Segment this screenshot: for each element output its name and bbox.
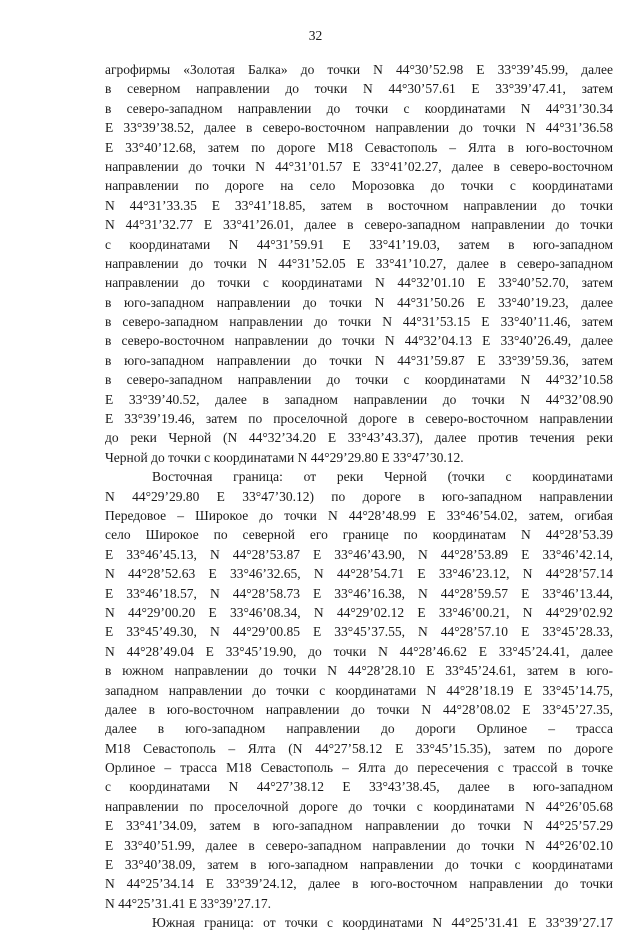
text-line: до реки Черной (N 44°32’34.20 E 33°43’43.37), далее против течения реки [105,430,613,446]
text-line: направлении до точки N 44°31’52.05 E 33°41’10.27, далее в северо-западном [105,255,613,271]
text-line: Передовое – Широкое до точки N 44°28’48.99 E 33°46’54.02, затем, огибая [105,507,613,523]
text-line: E 33°45’49.30, N 44°29’00.85 E 33°45’37.55, N 44°28’57.10 E 33°45’28.33, [105,624,613,640]
text-line: направлении по проселочной дороге до точки с координатами N 44°26’05.68 [105,798,613,814]
text-line: N 44°25’34.14 E 33°39’24.12, далее в юго-восточном направлении до точки [105,876,613,892]
text-line: в юго-западном направлении до точки N 44°31’59.87 E 33°39’59.36, затем [105,352,613,368]
text-line: N 44°28’49.04 E 33°45’19.90, до точки N 44°28’46.62 E 33°45’24.41, далее [105,643,613,659]
text-line: E 33°40’51.99, далее в северо-западном направлении до точки N 44°26’02.10 [105,837,613,853]
text-line: далее в юго-восточном направлении до точки N 44°28’08.02 E 33°45’27.35, [105,701,613,717]
text-line: в юго-западном направлении до точки N 44°31’50.26 E 33°40’19.23, далее [105,294,613,310]
document-body [105,60,613,933]
text-line: E 33°39’40.52, далее в западном направлении до точки N 44°32’08.90 [105,391,613,407]
text-line: E 33°41’34.09, затем в юго-западном направлении до точки N 44°25’57.29 [105,818,613,834]
text-line: с координатами N 44°27’38.12 E 33°43’38.45, далее в юго-западном [105,779,613,795]
text-line: в северо-западном направлении до точки с координатами N 44°31’30.34 [105,100,613,116]
text-line: в северном направлении до точки N 44°30’57.61 E 33°39’47.41, затем [105,81,613,97]
text-line: E 33°40’38.09, затем в юго-западном направлении до точки с координатами [105,857,613,873]
paragraph-p1 [105,60,613,467]
text-line: М18 Севастополь – Ялта (N 44°27’58.12 E 33°45’15.35), затем по дороге [105,740,613,756]
text-line: агрофирмы «Золотая Балка» до точки N 44°30’52.98 E 33°39’45.99, далее [105,62,613,77]
text-line: в северо-западном направлении до точки с координатами N 44°32’10.58 [105,372,613,388]
text-line: E 33°46’18.57, N 44°28’58.73 E 33°46’16.38, N 44°28’59.57 E 33°46’13.44, [105,585,613,601]
paragraph-p3 [105,913,613,932]
text-line: N 44°31’32.77 E 33°41’26.01, далее в северо-западном направлении до точки [105,217,613,233]
text-line: N 44°28’52.63 E 33°46’32.65, N 44°28’54.71 E 33°46’23.12, N 44°28’57.14 [105,566,613,582]
text-line: далее в юго-западном направлении до дороги Орлиное – трасса [105,721,613,737]
text-line: направлении по дороге на село Морозовка до точки с координатами [105,178,613,194]
text-line: N 44°29’29.80 E 33°47’30.12) по дороге в юго-западном направлении [105,488,613,504]
text-line: в южном направлении до точки N 44°28’28.10 E 33°45’24.61, затем в юго- [105,663,613,679]
text-line: в северо-западном направлении до точки N 44°31’53.15 E 33°40’11.46, затем [105,314,613,330]
text-line: Южная граница: от точки с координатами N 44°25’31.41 E 33°39’27.17 [152,915,613,931]
page-number: 32 [308,28,323,43]
text-line: N 44°31’33.35 E 33°41’18.85, затем в восточном направлении до точки [105,197,613,213]
text-line: E 33°39’19.46, затем по проселочной дороге в северо-восточном направлении [105,411,613,427]
text-line: село Широкое по северной его границе по координатам N 44°28’53.39 [105,527,613,543]
text-line: E 33°39’38.52, далее в северо-восточном направлении до точки N 44°31’36.58 [105,120,613,136]
text-line: E 33°40’12.68, затем по дороге М18 Севастополь – Ялта в юго-восточном [105,139,613,155]
paragraph-p2 [105,467,613,913]
text-line: E 33°46’45.13, N 44°28’53.87 E 33°46’43.90, N 44°28’53.89 E 33°46’42.14, [105,546,613,562]
text-line: западном направлении до точки с координатами N 44°28’18.19 E 33°45’14.75, [105,682,613,698]
text-line: направлении до точки с координатами N 44°32’01.10 E 33°40’52.70, затем [105,275,613,291]
text-line: направлении до точки N 44°31’01.57 E 33°41’02.27, далее в северо-восточном [105,158,613,174]
text-line: Восточная граница: от реки Черной (точки с координатами [152,469,613,485]
text-line: в северо-восточном направлении до точки N 44°32’04.13 E 33°40’26.49, далее [105,333,613,349]
text-line: с координатами N 44°31’59.91 E 33°41’19.03, затем в юго-западном [105,236,613,252]
text-line: N 44°25’31.41 E 33°39’27.17. [105,895,272,911]
text-line: Черной до точки с координатами N 44°29’29.80 E 33°47’30.12. [105,449,464,465]
text-line: N 44°29’00.20 E 33°46’08.34, N 44°29’02.12 E 33°46’00.21, N 44°29’02.92 [105,604,613,620]
text-line: Орлиное – трасса М18 Севастополь – Ялта до пересечения с трассой в точке [105,760,613,776]
